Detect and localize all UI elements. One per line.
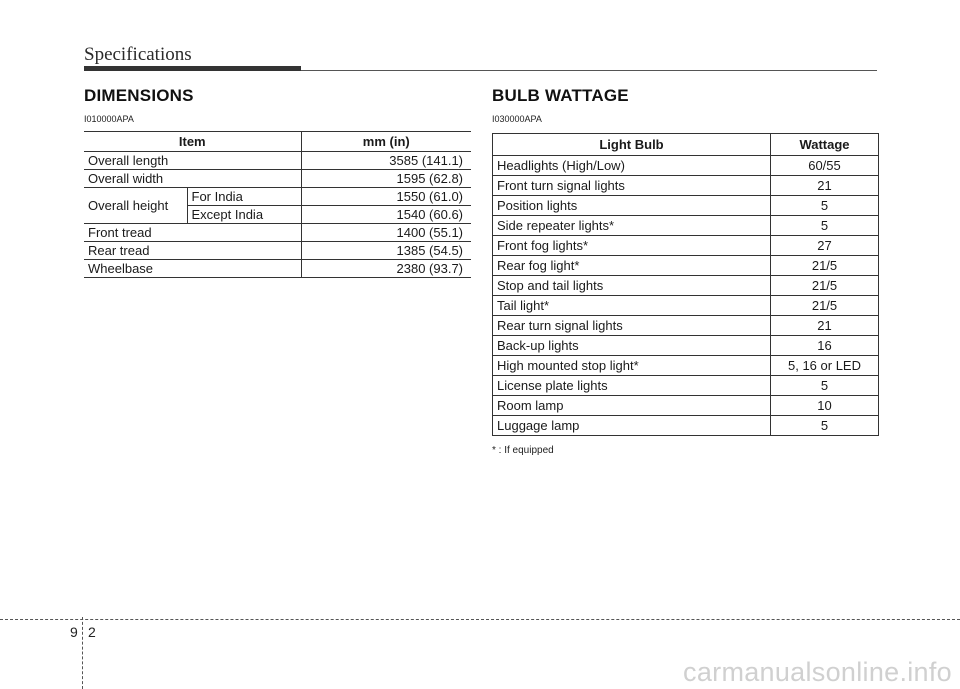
bulb-label: Side repeater lights* [493, 216, 771, 236]
bulb-label: Tail light* [493, 296, 771, 316]
row-value: 1550 (61.0) [301, 188, 471, 206]
table-row [493, 416, 879, 436]
table-row [493, 356, 879, 376]
col-header-mm-in: mm (in) [301, 132, 471, 152]
bulb-label: Stop and tail lights [493, 276, 771, 296]
bulb-wattage: 5 [771, 196, 879, 216]
col-header-wattage: Wattage [771, 134, 879, 156]
table-row [84, 152, 471, 170]
table-row [84, 188, 471, 206]
table-row [493, 196, 879, 216]
table-row [493, 216, 879, 236]
table-row [493, 396, 879, 416]
bulb-wattage: 21 [771, 316, 879, 336]
table-row [493, 296, 879, 316]
bulb-label: Room lamp [493, 396, 771, 416]
dimensions-heading: DIMENSIONS [84, 86, 194, 105]
bulb-wattage-code: I030000APA [492, 114, 542, 124]
table-row [493, 316, 879, 336]
bulb-wattage: 60/55 [771, 156, 879, 176]
bulb-wattage-table [492, 133, 879, 436]
row-label: Overall height [84, 188, 187, 224]
bulb-wattage: 21/5 [771, 256, 879, 276]
table-row [493, 176, 879, 196]
table-row [493, 376, 879, 396]
page-number: 2 [88, 624, 96, 640]
row-label: Overall width [84, 170, 301, 188]
row-value: 1540 (60.6) [301, 206, 471, 224]
bulb-label: Headlights (High/Low) [493, 156, 771, 176]
page-footer-rule [0, 619, 960, 620]
row-label: Overall length [84, 152, 301, 170]
bulb-wattage: 5, 16 or LED [771, 356, 879, 376]
bulb-wattage: 10 [771, 396, 879, 416]
footnote-if-equipped: * : If equipped [492, 445, 554, 456]
bulb-wattage: 27 [771, 236, 879, 256]
table-row [84, 260, 471, 278]
row-value: 2380 (93.7) [301, 260, 471, 278]
bulb-header-row [493, 134, 879, 156]
bulb-wattage: 5 [771, 376, 879, 396]
row-value: 1385 (54.5) [301, 242, 471, 260]
bulb-wattage: 21/5 [771, 276, 879, 296]
bulb-label: Rear fog light* [493, 256, 771, 276]
table-row [84, 242, 471, 260]
dimensions-code: I010000APA [84, 114, 134, 124]
bulb-wattage: 5 [771, 216, 879, 236]
table-row [84, 224, 471, 242]
col-header-light-bulb: Light Bulb [493, 134, 771, 156]
row-value: 1595 (62.8) [301, 170, 471, 188]
col-header-item: Item [84, 132, 301, 152]
row-label: Wheelbase [84, 260, 301, 278]
table-row [493, 156, 879, 176]
watermark-text: carmanualsonline.info [683, 657, 952, 687]
header-accent-bar [84, 66, 301, 71]
bulb-label: Back-up lights [493, 336, 771, 356]
bulb-label: Rear turn signal lights [493, 316, 771, 336]
page-header-title: Specifications [84, 44, 192, 65]
row-value: 3585 (141.1) [301, 152, 471, 170]
bulb-label: High mounted stop light* [493, 356, 771, 376]
bulb-wattage: 21 [771, 176, 879, 196]
row-sublabel: For India [187, 188, 301, 206]
table-row [84, 170, 471, 188]
header-rule [301, 70, 877, 71]
table-row [493, 236, 879, 256]
row-label: Front tread [84, 224, 301, 242]
bulb-wattage: 16 [771, 336, 879, 356]
dimensions-header-row [84, 132, 471, 152]
bulb-label: Position lights [493, 196, 771, 216]
table-row [493, 256, 879, 276]
page-gutter-line [82, 617, 83, 689]
row-value: 1400 (55.1) [301, 224, 471, 242]
row-sublabel: Except India [187, 206, 301, 224]
bulb-wattage: 21/5 [771, 296, 879, 316]
dimensions-table [84, 131, 471, 278]
row-label: Rear tread [84, 242, 301, 260]
bulb-label: Front fog lights* [493, 236, 771, 256]
page-chapter-number: 9 [70, 624, 78, 640]
bulb-label: Luggage lamp [493, 416, 771, 436]
bulb-label: License plate lights [493, 376, 771, 396]
bulb-wattage: 5 [771, 416, 879, 436]
bulb-label: Front turn signal lights [493, 176, 771, 196]
bulb-wattage-heading: BULB WATTAGE [492, 86, 629, 105]
table-row [493, 336, 879, 356]
table-row [493, 276, 879, 296]
